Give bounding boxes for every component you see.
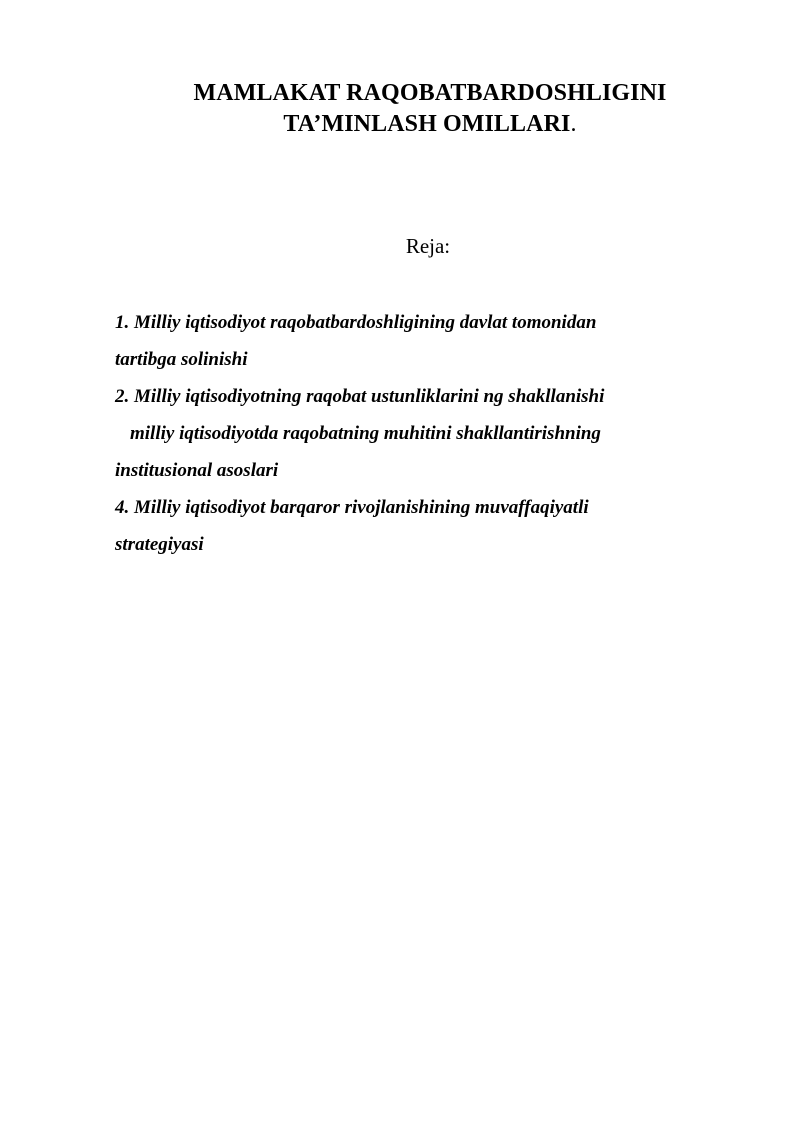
title-line-2 [130, 109, 730, 140]
title-line-2-text: TA’MINLASH OMILLARI [283, 111, 571, 137]
plan-line: 4. Milliy iqtisodiyot barqaror rivojlanishining muvaffaqiyatli [115, 497, 589, 518]
plan-line: strategiyasi [115, 534, 204, 555]
plan-heading: Reja: [405, 234, 451, 258]
plan-list [115, 304, 715, 563]
document-title [130, 78, 730, 140]
plan-line: 1. Milliy iqtisodiyot raqobatbardoshligining davlat tomonidan [115, 312, 597, 333]
plan-line: milliy iqtisodiyotda raqobatning muhitini shakllantirishning [130, 423, 601, 444]
plan-line: tartibga solinishi [115, 349, 248, 370]
title-period: . [570, 111, 577, 137]
title-line-1: MAMLAKAT RAQOBATBARDOSHLIGINI [193, 80, 667, 106]
plan-line: 2. Milliy iqtisodiyotning raqobat ustunliklarini ng shakllanishi [115, 386, 605, 407]
plan-line: institusional asoslari [115, 460, 279, 481]
